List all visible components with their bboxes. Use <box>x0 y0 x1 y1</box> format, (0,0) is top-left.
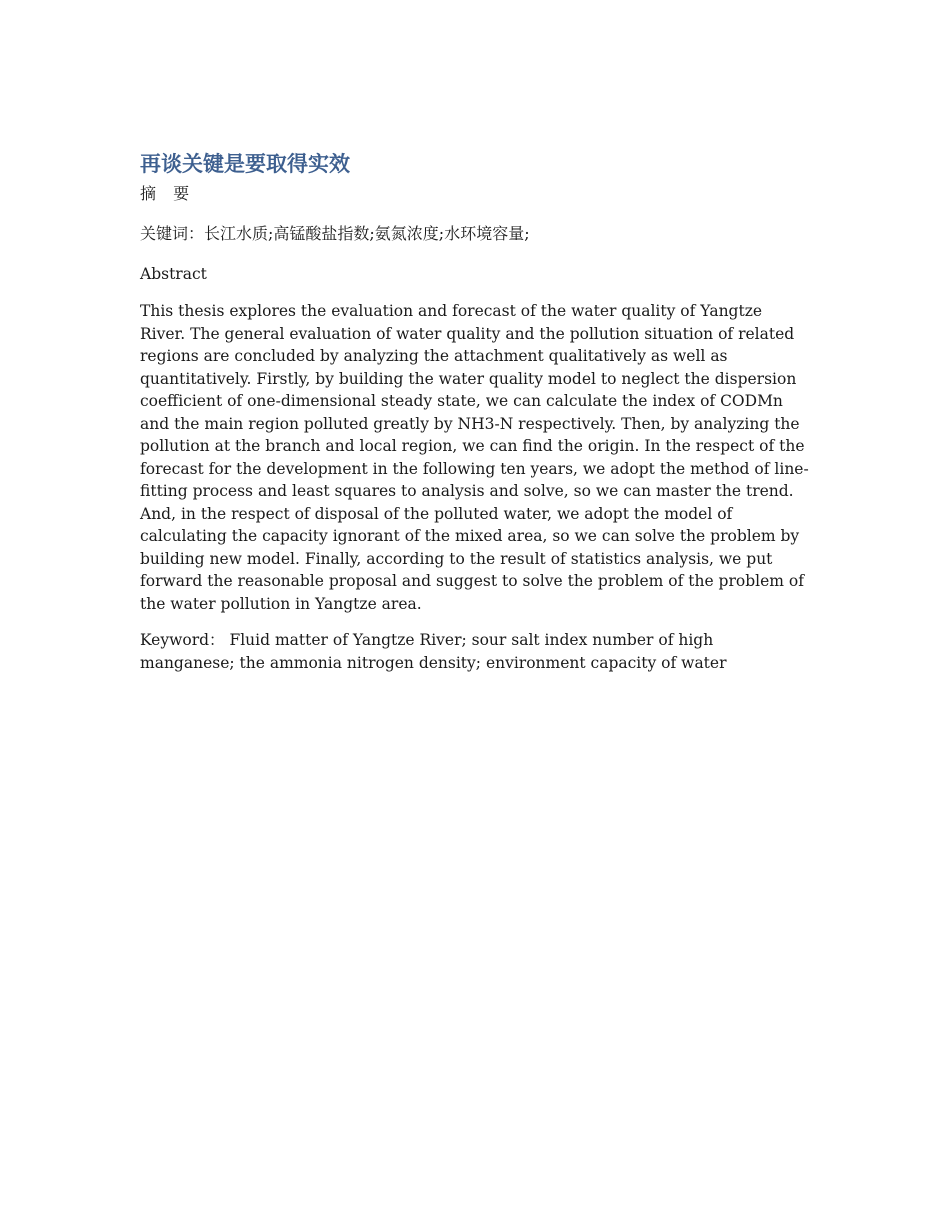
keywords-en-label: Keyword： <box>140 631 225 649</box>
keywords-zh-text: 长江水质;高锰酸盐指数;氨氮浓度;水环境容量; <box>204 224 530 243</box>
keywords-en-text: Fluid matter of Yangtze River; sour salt index number of high manganese; the ammonia nitrogen density; environment capacity of water <box>140 631 727 672</box>
keywords-zh <box>140 222 812 246</box>
document-title: 再谈关键是要取得实效 <box>140 152 350 176</box>
abstract-body-en: This thesis explores the evaluation and forecast of the water quality of Yangtze River. The general evaluation of water quality and the pollution situation of related regions are concluded by analyzing the attachment qualitatively as well as quantitatively. Firstly, by building the water quality model to neglect the dispersion coefficient of one-dimensional steady state, we can calculate the index of CODMn and the main region polluted greatly by NH3-N respectively. Then, by analyzing the pollution at the branch and local region, we can find the origin. In the respect of the forecast for the development in the following ten years, we adopt the method of line-fitting process and least squares to analysis and solve, so we can master the trend. And, in the respect of disposal of the polluted water, we adopt the model of calculating the capacity ignorant of the mixed area, so we can solve the problem by building new model. Finally, according to the result of statistics analysis, we put forward the reasonable proposal and suggest to solve the problem of the problem of the water pollution in Yangtze area. <box>140 302 809 613</box>
abstract-heading-en: Abstract <box>140 265 207 283</box>
keywords-zh-label: 关键词： <box>140 224 205 243</box>
abstract-heading-zh: 摘 要 <box>140 184 196 203</box>
keywords-en <box>140 629 812 674</box>
document-page <box>140 148 812 674</box>
